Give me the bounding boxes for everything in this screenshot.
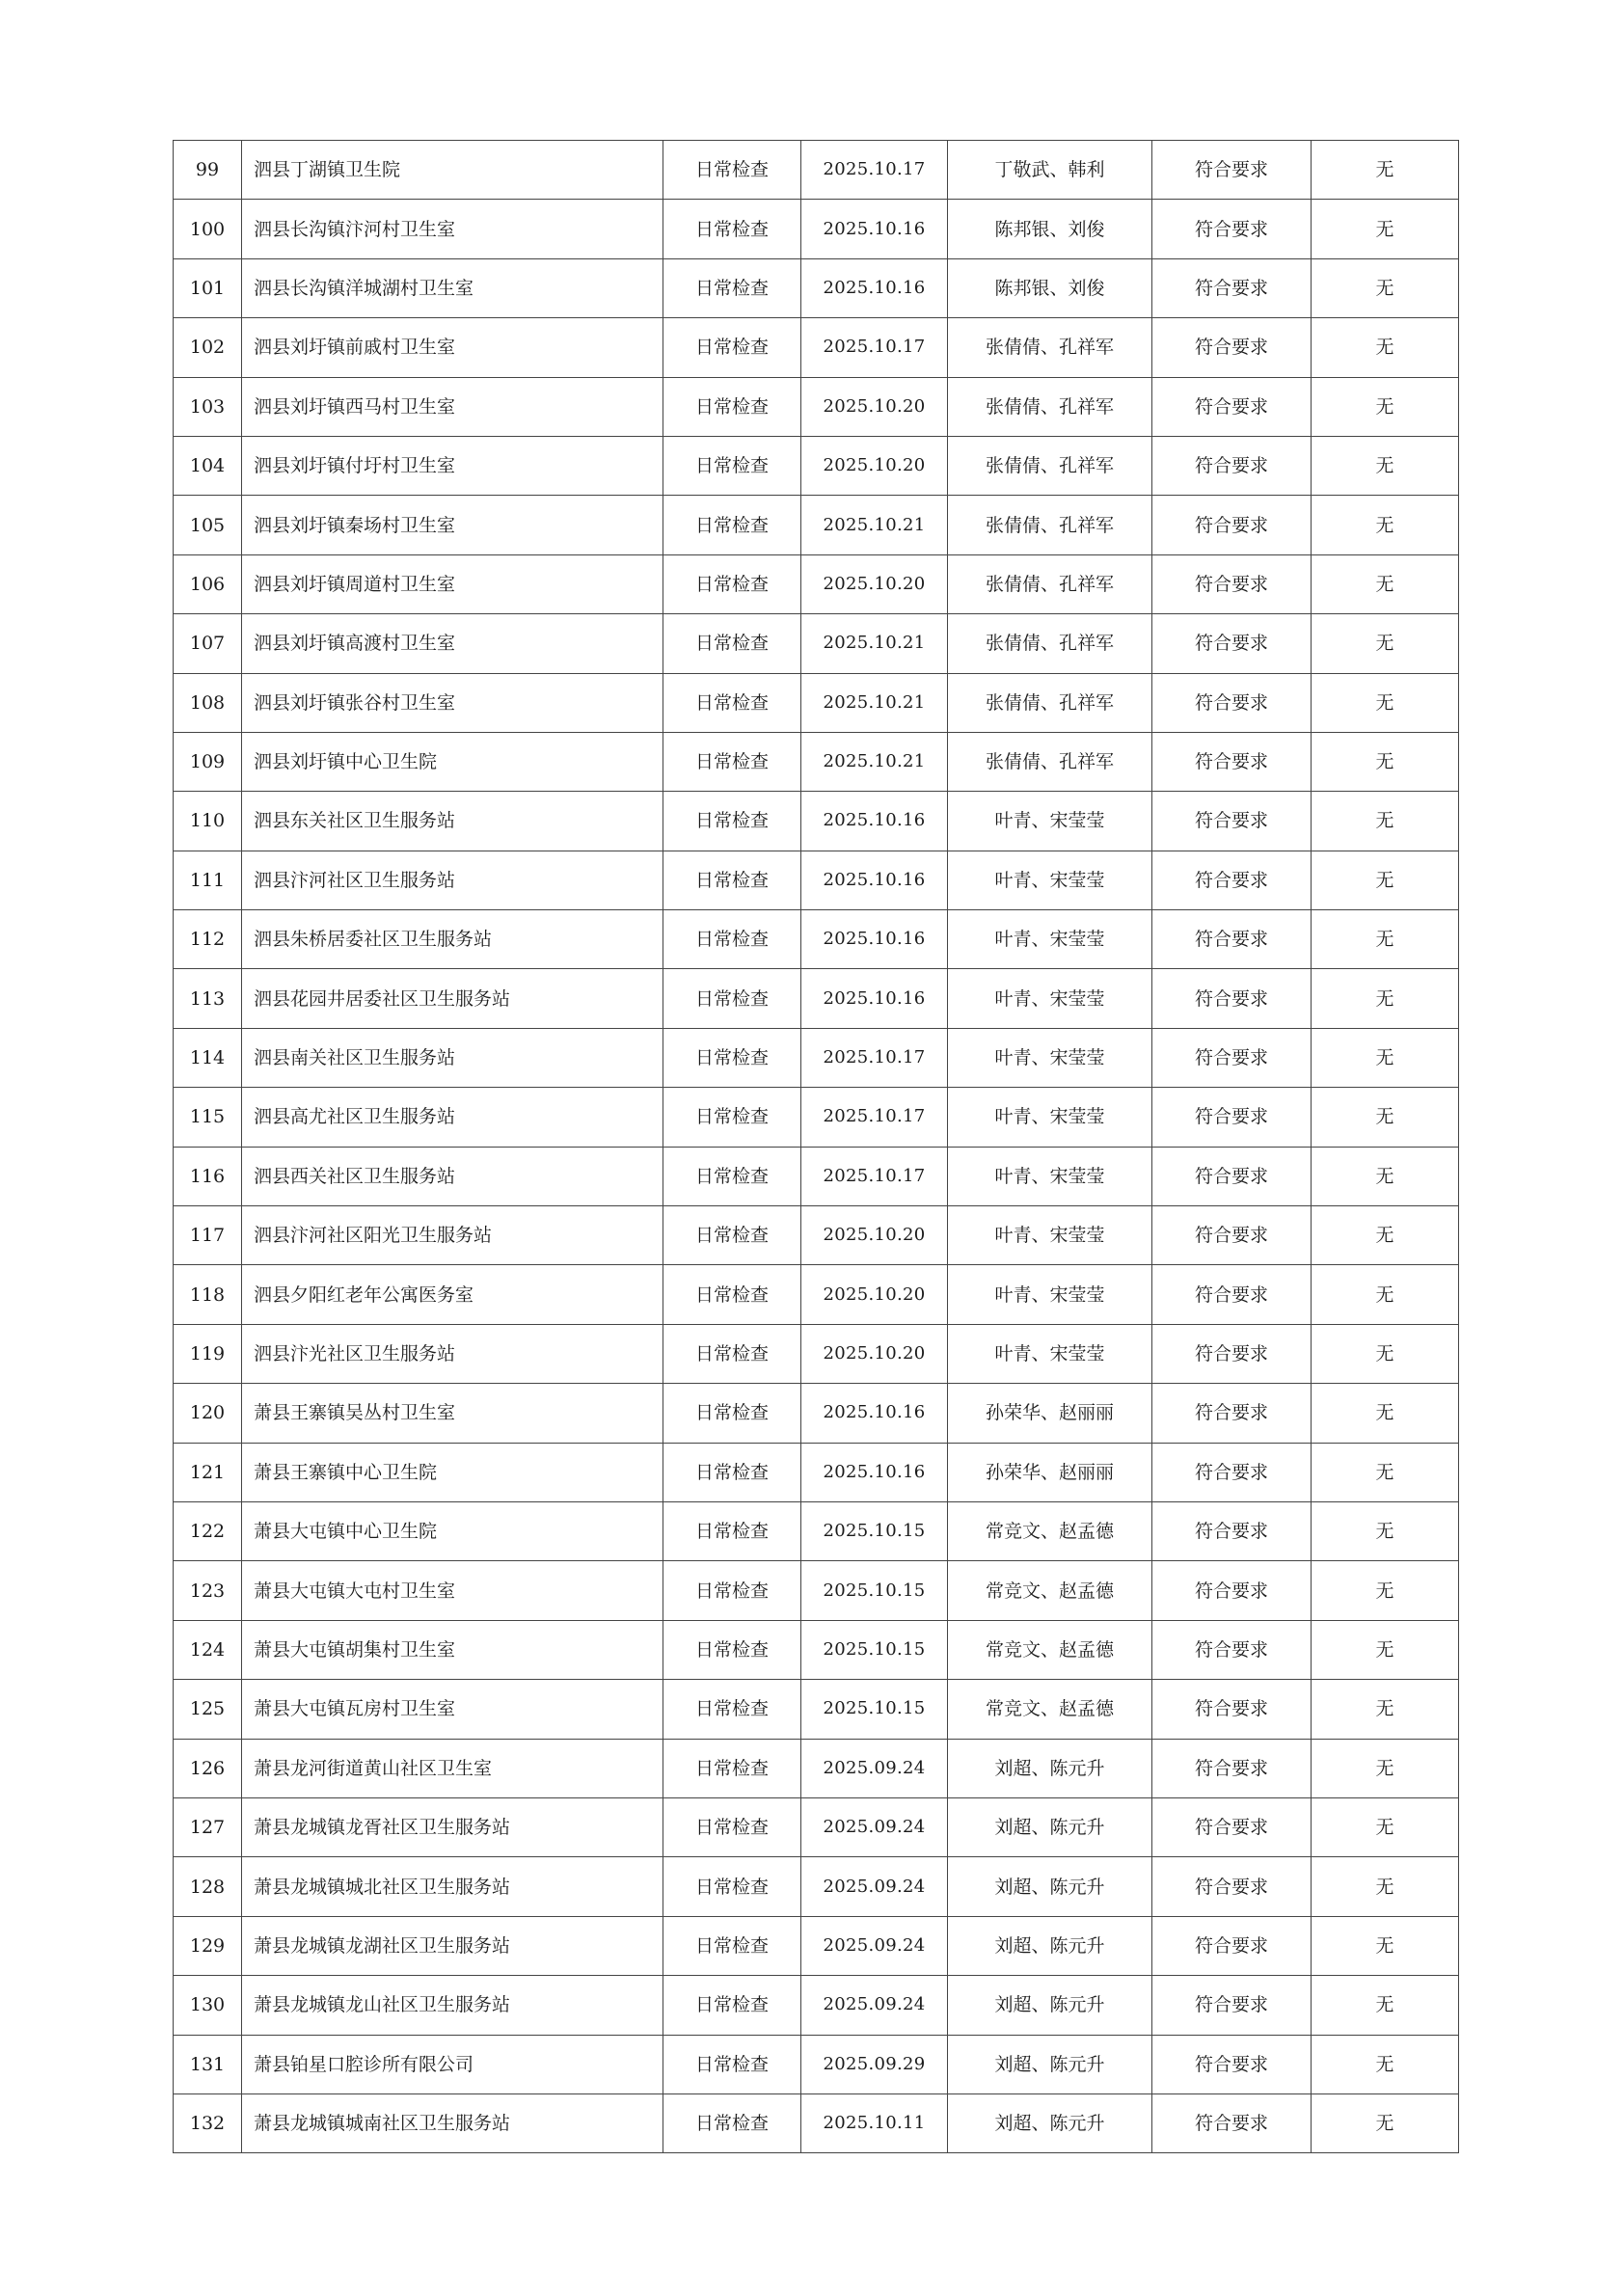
inspection-date-cell: 2025.10.21 bbox=[801, 496, 948, 554]
row-number-cell: 124 bbox=[174, 1620, 242, 1679]
inspection-date-cell: 2025.10.20 bbox=[801, 436, 948, 495]
row-number-cell: 105 bbox=[174, 496, 242, 554]
institution-name-cell: 萧县龙河街道黄山社区卫生室 bbox=[242, 1739, 663, 1797]
inspection-date-cell: 2025.10.20 bbox=[801, 1206, 948, 1265]
table-row bbox=[174, 1147, 1459, 1205]
table-row bbox=[174, 910, 1459, 969]
inspectors-cell: 丁敬武、韩利 bbox=[948, 141, 1152, 200]
result-cell: 符合要求 bbox=[1152, 1976, 1312, 2035]
result-cell: 符合要求 bbox=[1152, 673, 1312, 732]
inspectors-cell: 刘超、陈元升 bbox=[948, 2093, 1152, 2152]
remark-cell: 无 bbox=[1312, 732, 1459, 791]
row-number-cell: 99 bbox=[174, 141, 242, 200]
inspection-date-cell: 2025.10.20 bbox=[801, 554, 948, 613]
inspection-type-cell: 日常检查 bbox=[663, 1797, 801, 1856]
inspection-type-cell: 日常检查 bbox=[663, 1916, 801, 1975]
table-row bbox=[174, 1857, 1459, 1916]
inspectors-cell: 叶青、宋莹莹 bbox=[948, 1088, 1152, 1147]
inspection-type-cell: 日常检查 bbox=[663, 1265, 801, 1324]
inspection-date-cell: 2025.10.16 bbox=[801, 258, 948, 317]
inspection-date-cell: 2025.10.20 bbox=[801, 377, 948, 436]
inspectors-cell: 叶青、宋莹莹 bbox=[948, 1265, 1152, 1324]
table-row bbox=[174, 1384, 1459, 1443]
institution-name-cell: 萧县大屯镇胡集村卫生室 bbox=[242, 1620, 663, 1679]
inspection-type-cell: 日常检查 bbox=[663, 1206, 801, 1265]
remark-cell: 无 bbox=[1312, 1916, 1459, 1975]
inspection-date-cell: 2025.10.20 bbox=[801, 1324, 948, 1383]
table-row bbox=[174, 1976, 1459, 2035]
remark-cell: 无 bbox=[1312, 792, 1459, 851]
inspectors-cell: 叶青、宋莹莹 bbox=[948, 851, 1152, 909]
inspection-records-table bbox=[173, 140, 1459, 2153]
institution-name-cell: 泗县西关社区卫生服务站 bbox=[242, 1147, 663, 1205]
result-cell: 符合要求 bbox=[1152, 1916, 1312, 1975]
inspection-date-cell: 2025.10.16 bbox=[801, 1443, 948, 1501]
row-number-cell: 123 bbox=[174, 1561, 242, 1620]
inspection-type-cell: 日常检查 bbox=[663, 2035, 801, 2093]
inspectors-cell: 孙荣华、赵丽丽 bbox=[948, 1384, 1152, 1443]
table-row bbox=[174, 673, 1459, 732]
inspectors-cell: 常竞文、赵孟德 bbox=[948, 1561, 1152, 1620]
row-number-cell: 121 bbox=[174, 1443, 242, 1501]
remark-cell: 无 bbox=[1312, 1384, 1459, 1443]
inspectors-cell: 张倩倩、孔祥军 bbox=[948, 732, 1152, 791]
inspection-type-cell: 日常检查 bbox=[663, 554, 801, 613]
inspection-date-cell: 2025.10.21 bbox=[801, 732, 948, 791]
result-cell: 符合要求 bbox=[1152, 1384, 1312, 1443]
inspection-type-cell: 日常检查 bbox=[663, 436, 801, 495]
result-cell: 符合要求 bbox=[1152, 554, 1312, 613]
table-row bbox=[174, 1501, 1459, 1560]
inspectors-cell: 常竞文、赵孟德 bbox=[948, 1620, 1152, 1679]
row-number-cell: 125 bbox=[174, 1680, 242, 1739]
inspection-type-cell: 日常检查 bbox=[663, 910, 801, 969]
row-number-cell: 129 bbox=[174, 1916, 242, 1975]
remark-cell: 无 bbox=[1312, 1561, 1459, 1620]
remark-cell: 无 bbox=[1312, 1443, 1459, 1501]
remark-cell: 无 bbox=[1312, 1088, 1459, 1147]
inspection-type-cell: 日常检查 bbox=[663, 1680, 801, 1739]
remark-cell: 无 bbox=[1312, 1147, 1459, 1205]
inspectors-cell: 张倩倩、孔祥军 bbox=[948, 673, 1152, 732]
remark-cell: 无 bbox=[1312, 200, 1459, 258]
institution-name-cell: 萧县王寨镇吴丛村卫生室 bbox=[242, 1384, 663, 1443]
table-row bbox=[174, 436, 1459, 495]
table-row bbox=[174, 732, 1459, 791]
inspection-date-cell: 2025.10.21 bbox=[801, 614, 948, 673]
inspectors-cell: 叶青、宋莹莹 bbox=[948, 1028, 1152, 1087]
row-number-cell: 108 bbox=[174, 673, 242, 732]
result-cell: 符合要求 bbox=[1152, 2035, 1312, 2093]
remark-cell: 无 bbox=[1312, 1028, 1459, 1087]
result-cell: 符合要求 bbox=[1152, 258, 1312, 317]
table-row bbox=[174, 200, 1459, 258]
inspection-date-cell: 2025.10.15 bbox=[801, 1501, 948, 1560]
institution-name-cell: 泗县南关社区卫生服务站 bbox=[242, 1028, 663, 1087]
result-cell: 符合要求 bbox=[1152, 969, 1312, 1028]
institution-name-cell: 萧县大屯镇中心卫生院 bbox=[242, 1501, 663, 1560]
inspection-date-cell: 2025.10.15 bbox=[801, 1561, 948, 1620]
inspectors-cell: 刘超、陈元升 bbox=[948, 1797, 1152, 1856]
row-number-cell: 122 bbox=[174, 1501, 242, 1560]
institution-name-cell: 泗县长沟镇汴河村卫生室 bbox=[242, 200, 663, 258]
result-cell: 符合要求 bbox=[1152, 2093, 1312, 2152]
remark-cell: 无 bbox=[1312, 1620, 1459, 1679]
remark-cell: 无 bbox=[1312, 436, 1459, 495]
inspectors-cell: 刘超、陈元升 bbox=[948, 1976, 1152, 2035]
remark-cell: 无 bbox=[1312, 910, 1459, 969]
result-cell: 符合要求 bbox=[1152, 614, 1312, 673]
table-row bbox=[174, 1088, 1459, 1147]
institution-name-cell: 泗县刘圩镇高渡村卫生室 bbox=[242, 614, 663, 673]
inspectors-cell: 陈邦银、刘俊 bbox=[948, 258, 1152, 317]
institution-name-cell: 泗县汴河社区阳光卫生服务站 bbox=[242, 1206, 663, 1265]
result-cell: 符合要求 bbox=[1152, 377, 1312, 436]
institution-name-cell: 萧县龙城镇龙山社区卫生服务站 bbox=[242, 1976, 663, 2035]
row-number-cell: 109 bbox=[174, 732, 242, 791]
institution-name-cell: 泗县东关社区卫生服务站 bbox=[242, 792, 663, 851]
inspection-type-cell: 日常检查 bbox=[663, 792, 801, 851]
table-row bbox=[174, 1561, 1459, 1620]
result-cell: 符合要求 bbox=[1152, 1501, 1312, 1560]
table-row bbox=[174, 554, 1459, 613]
table-row bbox=[174, 1680, 1459, 1739]
result-cell: 符合要求 bbox=[1152, 1680, 1312, 1739]
row-number-cell: 100 bbox=[174, 200, 242, 258]
table-row bbox=[174, 1739, 1459, 1797]
inspection-date-cell: 2025.10.17 bbox=[801, 318, 948, 377]
institution-name-cell: 泗县刘圩镇西马村卫生室 bbox=[242, 377, 663, 436]
inspection-date-cell: 2025.10.16 bbox=[801, 792, 948, 851]
result-cell: 符合要求 bbox=[1152, 1324, 1312, 1383]
row-number-cell: 116 bbox=[174, 1147, 242, 1205]
inspection-date-cell: 2025.10.17 bbox=[801, 1147, 948, 1205]
inspection-date-cell: 2025.09.24 bbox=[801, 1739, 948, 1797]
result-cell: 符合要求 bbox=[1152, 1206, 1312, 1265]
result-cell: 符合要求 bbox=[1152, 1028, 1312, 1087]
inspectors-cell: 叶青、宋莹莹 bbox=[948, 910, 1152, 969]
institution-name-cell: 萧县龙城镇龙湖社区卫生服务站 bbox=[242, 1916, 663, 1975]
remark-cell: 无 bbox=[1312, 496, 1459, 554]
remark-cell: 无 bbox=[1312, 554, 1459, 613]
inspection-type-cell: 日常检查 bbox=[663, 1976, 801, 2035]
institution-name-cell: 泗县夕阳红老年公寓医务室 bbox=[242, 1265, 663, 1324]
result-cell: 符合要求 bbox=[1152, 1088, 1312, 1147]
records-table-body bbox=[174, 141, 1459, 2153]
table-row bbox=[174, 851, 1459, 909]
row-number-cell: 132 bbox=[174, 2093, 242, 2152]
inspection-type-cell: 日常检查 bbox=[663, 851, 801, 909]
remark-cell: 无 bbox=[1312, 1857, 1459, 1916]
inspection-type-cell: 日常检查 bbox=[663, 1384, 801, 1443]
inspection-date-cell: 2025.10.16 bbox=[801, 969, 948, 1028]
institution-name-cell: 泗县汴光社区卫生服务站 bbox=[242, 1324, 663, 1383]
inspectors-cell: 张倩倩、孔祥军 bbox=[948, 436, 1152, 495]
inspection-date-cell: 2025.10.11 bbox=[801, 2093, 948, 2152]
inspection-date-cell: 2025.10.15 bbox=[801, 1620, 948, 1679]
remark-cell: 无 bbox=[1312, 1265, 1459, 1324]
table-row bbox=[174, 614, 1459, 673]
institution-name-cell: 泗县汴河社区卫生服务站 bbox=[242, 851, 663, 909]
table-row bbox=[174, 1265, 1459, 1324]
row-number-cell: 102 bbox=[174, 318, 242, 377]
inspectors-cell: 张倩倩、孔祥军 bbox=[948, 614, 1152, 673]
row-number-cell: 131 bbox=[174, 2035, 242, 2093]
institution-name-cell: 泗县高尤社区卫生服务站 bbox=[242, 1088, 663, 1147]
table-row bbox=[174, 1797, 1459, 1856]
result-cell: 符合要求 bbox=[1152, 1620, 1312, 1679]
row-number-cell: 130 bbox=[174, 1976, 242, 2035]
institution-name-cell: 萧县王寨镇中心卫生院 bbox=[242, 1443, 663, 1501]
table-row bbox=[174, 1916, 1459, 1975]
result-cell: 符合要求 bbox=[1152, 1443, 1312, 1501]
row-number-cell: 106 bbox=[174, 554, 242, 613]
remark-cell: 无 bbox=[1312, 1680, 1459, 1739]
result-cell: 符合要求 bbox=[1152, 732, 1312, 791]
inspection-type-cell: 日常检查 bbox=[663, 673, 801, 732]
institution-name-cell: 泗县花园井居委社区卫生服务站 bbox=[242, 969, 663, 1028]
inspectors-cell: 张倩倩、孔祥军 bbox=[948, 377, 1152, 436]
inspectors-cell: 刘超、陈元升 bbox=[948, 2035, 1152, 2093]
result-cell: 符合要求 bbox=[1152, 200, 1312, 258]
result-cell: 符合要求 bbox=[1152, 141, 1312, 200]
inspection-type-cell: 日常检查 bbox=[663, 1324, 801, 1383]
result-cell: 符合要求 bbox=[1152, 1797, 1312, 1856]
inspectors-cell: 张倩倩、孔祥军 bbox=[948, 496, 1152, 554]
remark-cell: 无 bbox=[1312, 2035, 1459, 2093]
institution-name-cell: 萧县铂星口腔诊所有限公司 bbox=[242, 2035, 663, 2093]
inspection-type-cell: 日常检查 bbox=[663, 2093, 801, 2152]
remark-cell: 无 bbox=[1312, 258, 1459, 317]
inspection-type-cell: 日常检查 bbox=[663, 1443, 801, 1501]
table-row bbox=[174, 969, 1459, 1028]
row-number-cell: 117 bbox=[174, 1206, 242, 1265]
row-number-cell: 107 bbox=[174, 614, 242, 673]
inspection-type-cell: 日常检查 bbox=[663, 141, 801, 200]
table-row bbox=[174, 141, 1459, 200]
remark-cell: 无 bbox=[1312, 851, 1459, 909]
institution-name-cell: 萧县大屯镇大屯村卫生室 bbox=[242, 1561, 663, 1620]
row-number-cell: 128 bbox=[174, 1857, 242, 1916]
inspection-date-cell: 2025.10.17 bbox=[801, 1088, 948, 1147]
inspection-date-cell: 2025.10.16 bbox=[801, 1384, 948, 1443]
inspection-type-cell: 日常检查 bbox=[663, 614, 801, 673]
table-row bbox=[174, 1324, 1459, 1383]
institution-name-cell: 萧县龙城镇城北社区卫生服务站 bbox=[242, 1857, 663, 1916]
inspection-type-cell: 日常检查 bbox=[663, 1561, 801, 1620]
row-number-cell: 110 bbox=[174, 792, 242, 851]
inspection-type-cell: 日常检查 bbox=[663, 732, 801, 791]
row-number-cell: 120 bbox=[174, 1384, 242, 1443]
remark-cell: 无 bbox=[1312, 1797, 1459, 1856]
institution-name-cell: 萧县大屯镇瓦房村卫生室 bbox=[242, 1680, 663, 1739]
table-row bbox=[174, 496, 1459, 554]
result-cell: 符合要求 bbox=[1152, 1857, 1312, 1916]
inspection-type-cell: 日常检查 bbox=[663, 1501, 801, 1560]
inspection-date-cell: 2025.10.21 bbox=[801, 673, 948, 732]
inspection-date-cell: 2025.09.29 bbox=[801, 2035, 948, 2093]
inspectors-cell: 刘超、陈元升 bbox=[948, 1857, 1152, 1916]
row-number-cell: 101 bbox=[174, 258, 242, 317]
row-number-cell: 104 bbox=[174, 436, 242, 495]
institution-name-cell: 泗县朱桥居委社区卫生服务站 bbox=[242, 910, 663, 969]
table-row bbox=[174, 2093, 1459, 2152]
inspection-date-cell: 2025.10.15 bbox=[801, 1680, 948, 1739]
result-cell: 符合要求 bbox=[1152, 1147, 1312, 1205]
inspection-type-cell: 日常检查 bbox=[663, 1147, 801, 1205]
institution-name-cell: 泗县刘圩镇秦场村卫生室 bbox=[242, 496, 663, 554]
inspection-type-cell: 日常检查 bbox=[663, 1857, 801, 1916]
result-cell: 符合要求 bbox=[1152, 851, 1312, 909]
inspection-type-cell: 日常检查 bbox=[663, 258, 801, 317]
row-number-cell: 115 bbox=[174, 1088, 242, 1147]
inspection-type-cell: 日常检查 bbox=[663, 496, 801, 554]
table-row bbox=[174, 1206, 1459, 1265]
institution-name-cell: 泗县刘圩镇中心卫生院 bbox=[242, 732, 663, 791]
inspectors-cell: 陈邦银、刘俊 bbox=[948, 200, 1152, 258]
inspectors-cell: 叶青、宋莹莹 bbox=[948, 1147, 1152, 1205]
table-row bbox=[174, 1028, 1459, 1087]
table-row bbox=[174, 318, 1459, 377]
inspection-date-cell: 2025.10.17 bbox=[801, 141, 948, 200]
remark-cell: 无 bbox=[1312, 377, 1459, 436]
inspectors-cell: 张倩倩、孔祥军 bbox=[948, 318, 1152, 377]
institution-name-cell: 泗县刘圩镇张谷村卫生室 bbox=[242, 673, 663, 732]
inspectors-cell: 叶青、宋莹莹 bbox=[948, 1324, 1152, 1383]
row-number-cell: 114 bbox=[174, 1028, 242, 1087]
institution-name-cell: 泗县刘圩镇付圩村卫生室 bbox=[242, 436, 663, 495]
result-cell: 符合要求 bbox=[1152, 792, 1312, 851]
row-number-cell: 126 bbox=[174, 1739, 242, 1797]
inspectors-cell: 孙荣华、赵丽丽 bbox=[948, 1443, 1152, 1501]
result-cell: 符合要求 bbox=[1152, 1561, 1312, 1620]
row-number-cell: 112 bbox=[174, 910, 242, 969]
inspectors-cell: 刘超、陈元升 bbox=[948, 1916, 1152, 1975]
result-cell: 符合要求 bbox=[1152, 1265, 1312, 1324]
result-cell: 符合要求 bbox=[1152, 910, 1312, 969]
row-number-cell: 103 bbox=[174, 377, 242, 436]
institution-name-cell: 泗县长沟镇洋城湖村卫生室 bbox=[242, 258, 663, 317]
inspection-type-cell: 日常检查 bbox=[663, 969, 801, 1028]
table-row bbox=[174, 1620, 1459, 1679]
row-number-cell: 127 bbox=[174, 1797, 242, 1856]
result-cell: 符合要求 bbox=[1152, 318, 1312, 377]
remark-cell: 无 bbox=[1312, 1501, 1459, 1560]
inspectors-cell: 张倩倩、孔祥军 bbox=[948, 554, 1152, 613]
table-row bbox=[174, 792, 1459, 851]
institution-name-cell: 泗县丁湖镇卫生院 bbox=[242, 141, 663, 200]
inspection-date-cell: 2025.09.24 bbox=[801, 1976, 948, 2035]
inspection-date-cell: 2025.09.24 bbox=[801, 1916, 948, 1975]
inspection-type-cell: 日常检查 bbox=[663, 1088, 801, 1147]
remark-cell: 无 bbox=[1312, 1739, 1459, 1797]
remark-cell: 无 bbox=[1312, 969, 1459, 1028]
remark-cell: 无 bbox=[1312, 1976, 1459, 2035]
inspectors-cell: 常竞文、赵孟德 bbox=[948, 1501, 1152, 1560]
inspection-date-cell: 2025.10.17 bbox=[801, 1028, 948, 1087]
inspection-type-cell: 日常检查 bbox=[663, 318, 801, 377]
table-row bbox=[174, 2035, 1459, 2093]
remark-cell: 无 bbox=[1312, 1206, 1459, 1265]
inspectors-cell: 常竞文、赵孟德 bbox=[948, 1680, 1152, 1739]
inspection-date-cell: 2025.10.20 bbox=[801, 1265, 948, 1324]
result-cell: 符合要求 bbox=[1152, 496, 1312, 554]
inspectors-cell: 叶青、宋莹莹 bbox=[948, 792, 1152, 851]
inspectors-cell: 叶青、宋莹莹 bbox=[948, 969, 1152, 1028]
table-row bbox=[174, 258, 1459, 317]
table-row bbox=[174, 1443, 1459, 1501]
row-number-cell: 119 bbox=[174, 1324, 242, 1383]
inspection-date-cell: 2025.10.16 bbox=[801, 200, 948, 258]
inspection-date-cell: 2025.09.24 bbox=[801, 1857, 948, 1916]
table-row bbox=[174, 377, 1459, 436]
inspectors-cell: 刘超、陈元升 bbox=[948, 1739, 1152, 1797]
institution-name-cell: 泗县刘圩镇前戚村卫生室 bbox=[242, 318, 663, 377]
institution-name-cell: 泗县刘圩镇周道村卫生室 bbox=[242, 554, 663, 613]
remark-cell: 无 bbox=[1312, 2093, 1459, 2152]
inspection-date-cell: 2025.10.16 bbox=[801, 851, 948, 909]
row-number-cell: 111 bbox=[174, 851, 242, 909]
inspection-date-cell: 2025.10.16 bbox=[801, 910, 948, 969]
inspection-type-cell: 日常检查 bbox=[663, 377, 801, 436]
remark-cell: 无 bbox=[1312, 318, 1459, 377]
remark-cell: 无 bbox=[1312, 673, 1459, 732]
inspection-date-cell: 2025.09.24 bbox=[801, 1797, 948, 1856]
inspection-type-cell: 日常检查 bbox=[663, 1620, 801, 1679]
result-cell: 符合要求 bbox=[1152, 436, 1312, 495]
institution-name-cell: 萧县龙城镇龙胥社区卫生服务站 bbox=[242, 1797, 663, 1856]
inspection-type-cell: 日常检查 bbox=[663, 1028, 801, 1087]
remark-cell: 无 bbox=[1312, 1324, 1459, 1383]
row-number-cell: 113 bbox=[174, 969, 242, 1028]
remark-cell: 无 bbox=[1312, 614, 1459, 673]
inspection-type-cell: 日常检查 bbox=[663, 200, 801, 258]
inspection-type-cell: 日常检查 bbox=[663, 1739, 801, 1797]
institution-name-cell: 萧县龙城镇城南社区卫生服务站 bbox=[242, 2093, 663, 2152]
remark-cell: 无 bbox=[1312, 141, 1459, 200]
row-number-cell: 118 bbox=[174, 1265, 242, 1324]
inspectors-cell: 叶青、宋莹莹 bbox=[948, 1206, 1152, 1265]
result-cell: 符合要求 bbox=[1152, 1739, 1312, 1797]
